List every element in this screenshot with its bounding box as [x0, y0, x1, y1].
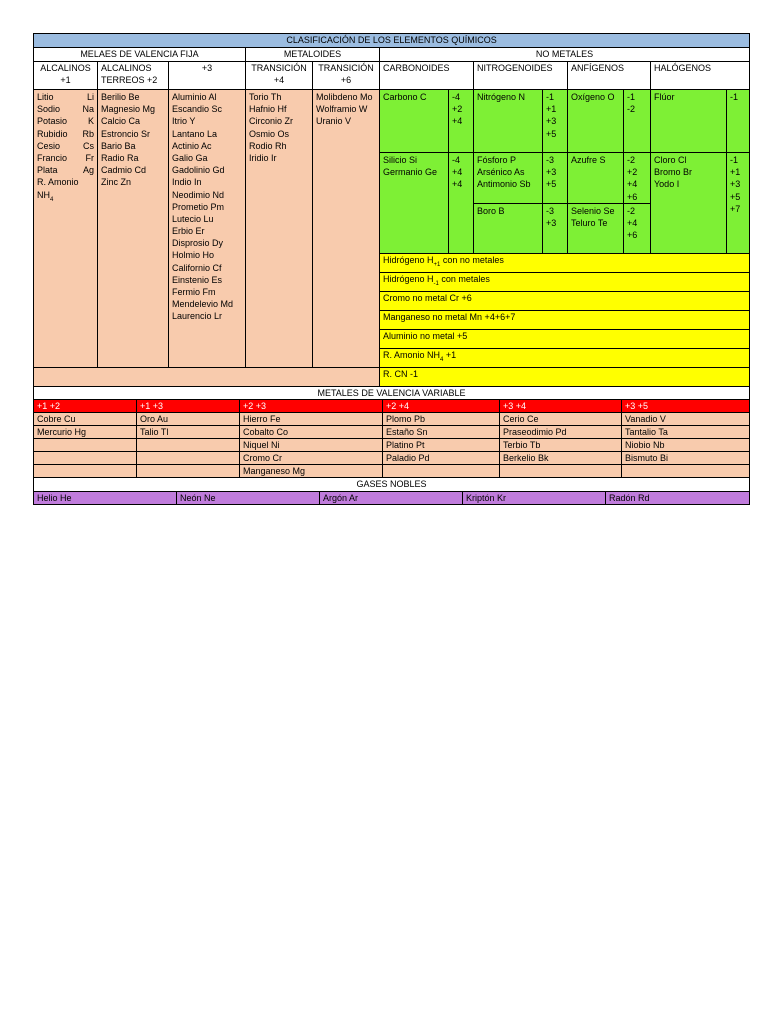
table-cell: Terbio Tb: [500, 439, 622, 452]
alcalino-name: Cesio: [37, 140, 61, 151]
special-hydrogen-nonmetals: [380, 253, 750, 272]
noble-gas-item: Radón Rd: [606, 491, 750, 504]
element-name: Carbono C: [383, 92, 427, 102]
transition4-item: Torio Th: [249, 92, 282, 102]
valence-header: +1 +3: [137, 400, 240, 413]
valence-value: -3: [546, 205, 555, 216]
valence-value: +7: [730, 203, 741, 214]
alcalinoterreo-item: Estroncio Sr: [101, 128, 151, 139]
valence-value: -1: [730, 92, 739, 102]
metals-filler: [34, 367, 380, 386]
valence-value: -2: [627, 205, 636, 216]
carbonoides-row1-names: [380, 90, 449, 153]
element-name: Germanio Ge: [383, 167, 438, 178]
trivalent-item: Aluminio Al: [172, 92, 217, 102]
element-name: Oxígeno O: [571, 92, 615, 102]
alcalino-item: [37, 91, 94, 103]
valence-value: -4: [452, 155, 461, 165]
valence-value: -3: [546, 155, 555, 165]
trivalent-item: Escandio Sc: [172, 104, 223, 115]
noble-gases-title: GASES NOBLES: [34, 478, 750, 491]
alcalino-symbol: K: [87, 116, 94, 127]
alcalinoterreo-item: Calcio Ca: [101, 116, 141, 127]
alcalinoterreo-item: Radio Ra: [101, 152, 139, 163]
valence-header: +2 +4: [383, 400, 500, 413]
transition6-item: Molibdeno Mo: [316, 92, 373, 102]
special-sub: +1: [433, 261, 441, 268]
table-title: CLASIFICACIÓN DE LOS ELEMENTOS QUÍMICOS: [34, 34, 750, 48]
alcalinoterreos-cell: [98, 90, 169, 368]
amonio-formula: [37, 189, 94, 201]
table-row: [34, 439, 750, 452]
table-cell: [34, 439, 137, 452]
group-nonmetals: NO METALES: [380, 48, 750, 62]
valence-value: +3: [730, 179, 741, 190]
table-cell: Cobre Cu: [34, 413, 137, 426]
valence-value: -4: [452, 92, 461, 102]
alcalino-name: Francio: [37, 152, 68, 163]
valence-value: +3: [546, 217, 557, 228]
header-alcalinos-line1: ALCALINOS: [40, 63, 91, 73]
table-cell: [383, 465, 500, 478]
special-hydrogen-metals: [380, 272, 750, 291]
alcalino-item: [37, 152, 94, 164]
alcalino-item: [37, 140, 94, 152]
transition4-item: Circonio Zr: [249, 116, 294, 127]
table-cell: Cerio Ce: [500, 413, 622, 426]
valence-value: +6: [627, 191, 638, 202]
noble-gas-item: Neón Ne: [177, 491, 320, 504]
alcalino-item: [37, 115, 94, 127]
trivalent-item: Galio Ga: [172, 152, 208, 163]
anfigenos-row3-vals: [624, 203, 651, 253]
table-cell: Vanadio V: [622, 413, 750, 426]
alcalino-symbol: Ag: [82, 165, 94, 176]
nitrogenoides-row1-vals: [543, 90, 568, 153]
element-name: Azufre S: [571, 155, 606, 165]
alcalinoterreo-item: Zinc Zn: [101, 177, 132, 188]
transition6-item: Uranio V: [316, 116, 352, 127]
table-cell: Hierro Fe: [240, 413, 383, 426]
trivalent-item: Actinio Ac: [172, 140, 212, 151]
valence-value: +2: [452, 104, 463, 115]
element-name: Bromo Br: [654, 167, 693, 178]
valence-header: +2 +3: [240, 400, 383, 413]
header-alcalinos: [34, 62, 98, 90]
valence-header: +3 +4: [500, 400, 622, 413]
header-carbonoides: CARBONOIDES: [380, 62, 474, 90]
variable-valence-title: METALES DE VALENCIA VARIABLE: [34, 387, 750, 400]
header-alcalinoterreos-line1: ALCALINOS: [101, 63, 152, 73]
trivalent-item: Einstenio Es: [172, 274, 223, 285]
alcalino-item: [37, 164, 94, 176]
halogenos-row2-names: [651, 153, 727, 254]
trivalent-item: Californio Cf: [172, 262, 222, 273]
special-cromo: Cromo no metal Cr +6: [380, 291, 750, 310]
header-nitrogenoides: NITROGENOIDES: [474, 62, 568, 90]
table-cell: [622, 465, 750, 478]
transition6-cell: [313, 90, 380, 368]
classification-sheet: [33, 33, 749, 505]
header-transition-4-line2: +4: [273, 75, 285, 86]
header-alcalinos-line2: +1: [60, 75, 71, 86]
anfigenos-row3-names: [568, 203, 624, 253]
noble-gases-table: [33, 478, 750, 505]
header-transition-6: [313, 62, 380, 90]
element-name: Yodo I: [654, 179, 680, 190]
table-cell: Oro Au: [137, 413, 240, 426]
table-cell: Platino Pt: [383, 439, 500, 452]
alcalino-item: [37, 176, 94, 188]
special-cn: R. CN -1: [380, 367, 750, 386]
header-transition-6-line1: TRANSICIÓN: [318, 63, 374, 73]
alcalino-symbol: Na: [82, 104, 94, 115]
carbonoides-row1-vals: [449, 90, 474, 153]
table-cell: [34, 452, 137, 465]
alcalino-symbol: Fr: [85, 152, 94, 163]
anfigenos-row1-vals: [624, 90, 651, 153]
element-name: Fósforo P: [477, 155, 517, 165]
table-cell: Cromo Cr: [240, 452, 383, 465]
group-metalloids: METALOIDES: [246, 48, 380, 62]
carbonoides-row2-names: [380, 153, 449, 254]
anfigenos-row2-names: [568, 153, 624, 204]
element-name: Flúor: [654, 92, 675, 102]
group-fixed-valence: MELAES DE VALENCIA FIJA: [34, 48, 246, 62]
table-row: [34, 413, 750, 426]
transition4-item: Osmio Os: [249, 128, 290, 139]
alcalinoterreo-item: Cadmio Cd: [101, 165, 147, 176]
valence-value: +4: [452, 167, 463, 178]
special-text: con no metales: [440, 254, 504, 265]
noble-gas-item: Kriptón Kr: [463, 491, 606, 504]
special-manganeso: Manganeso no metal Mn +4+6+7: [380, 310, 750, 329]
trivalent-item: Laurencio Lr: [172, 311, 223, 322]
valence-value: +6: [627, 230, 638, 241]
table-cell: Tantalio Ta: [622, 426, 750, 439]
amonio-formula-sub: 4: [50, 196, 54, 203]
valence-value: -2: [627, 155, 636, 165]
alcalinoterreo-item: Magnesio Mg: [101, 104, 156, 115]
table-cell: Paladio Pd: [383, 452, 500, 465]
table-cell: [500, 465, 622, 478]
alcalino-name: Potasio: [37, 116, 68, 127]
alcalino-item: [37, 103, 94, 115]
alcalino-symbol: Rb: [82, 128, 94, 139]
table-cell: [137, 452, 240, 465]
table-row: [34, 465, 750, 478]
noble-gas-item: Argón Ar: [320, 491, 463, 504]
valence-value: +4: [627, 179, 638, 190]
header-transition-4: [246, 62, 313, 90]
trivalent-cell: [169, 90, 246, 368]
trivalent-item: Holmio Ho: [172, 250, 215, 261]
trivalent-item: Disprosio Dy: [172, 238, 224, 249]
alcalino-name: Sodio: [37, 104, 61, 115]
trivalent-item: Itrio Y: [172, 116, 196, 127]
alcalino-name: Rubidio: [37, 128, 68, 139]
transition4-item: Hafnio Hf: [249, 104, 287, 115]
element-name: Cloro Cl: [654, 155, 687, 165]
header-anfigenos: ANFÍGENOS: [568, 62, 651, 90]
special-text: Hidrógeno H: [383, 254, 434, 265]
valence-value: +4: [627, 217, 638, 228]
header-alcalinoterreos-line2: TERREOS +2: [101, 75, 158, 86]
header-transition-6-line2: +6: [340, 75, 352, 86]
alcalino-name: R. Amonio: [37, 177, 79, 188]
alcalino-symbol: Cs: [83, 140, 94, 151]
table-cell: Niobio Nb: [622, 439, 750, 452]
table-cell: Niquel Ni: [240, 439, 383, 452]
halogenos-row1-vals: [727, 90, 750, 153]
valence-value: -1: [730, 155, 739, 165]
trivalent-item: Neodimio Nd: [172, 189, 225, 200]
special-text: Hidrógeno H: [383, 273, 434, 284]
amonio-formula-base: NH: [37, 189, 50, 200]
special-aluminio: Aluminio no metal +5: [380, 329, 750, 348]
transition4-item: Iridio Ir: [249, 152, 277, 163]
anfigenos-row1-names: [568, 90, 624, 153]
trivalent-item: Erbio Er: [172, 226, 205, 237]
table-cell: Cobalto Co: [240, 426, 383, 439]
valence-value: +4: [452, 179, 463, 190]
element-name: Arsénico As: [477, 167, 525, 178]
table-cell: Manganeso Mg: [240, 465, 383, 478]
alcalino-name: Plata: [37, 165, 58, 176]
transition4-cell: [246, 90, 313, 368]
valence-header: +1 +2: [34, 400, 137, 413]
special-text: con metales: [438, 273, 490, 284]
element-name: Boro B: [477, 205, 505, 216]
halogenos-row1-names: [651, 90, 727, 153]
alcalino-item: [37, 128, 94, 140]
nitrogenoides-row2-names: [474, 153, 543, 204]
table-cell: Praseodimio Pd: [500, 426, 622, 439]
special-sub: 4: [440, 356, 444, 363]
element-name: Teluro Te: [571, 217, 608, 228]
valence-value: +5: [546, 128, 557, 139]
table-cell: Berkelio Bk: [500, 452, 622, 465]
special-text: +1: [443, 349, 457, 360]
alcalinos-cell: [34, 90, 98, 368]
valence-value: +2: [627, 167, 638, 178]
table-row: [34, 426, 750, 439]
nitrogenoides-row3-names: [474, 203, 543, 253]
table-cell: Bismuto Bi: [622, 452, 750, 465]
valence-value: -1: [546, 92, 555, 102]
alcalinoterreo-item: Berilio Be: [101, 92, 140, 102]
table-cell: [137, 439, 240, 452]
alcalinoterreo-item: Bario Ba: [101, 140, 136, 151]
special-sub: -1: [433, 280, 439, 287]
valence-value: +5: [730, 191, 741, 202]
halogenos-row2-vals: [727, 153, 750, 254]
valence-value: +3: [546, 116, 557, 127]
table-cell: [137, 465, 240, 478]
noble-gas-item: Helio He: [34, 491, 177, 504]
variable-valence-table: [33, 387, 750, 479]
element-name: Silicio Si: [383, 155, 418, 165]
trivalent-item: Fermio Fm: [172, 287, 216, 297]
special-text: R. Amonio NH: [383, 349, 441, 360]
alcalino-name: Litio: [37, 92, 54, 102]
trivalent-item: Mendelevio Md: [172, 299, 234, 310]
trivalent-item: Prometio Pm: [172, 201, 225, 212]
transition6-item: Wolframio W: [316, 104, 368, 115]
trivalent-item: Lantano La: [172, 128, 218, 139]
valence-header: +3 +5: [622, 400, 750, 413]
table-cell: Mercurio Hg: [34, 426, 137, 439]
table-cell: Estaño Sn: [383, 426, 500, 439]
special-amonio: [380, 348, 750, 367]
trivalent-item: Gadolinio Gd: [172, 165, 225, 176]
anfigenos-row2-vals: [624, 153, 651, 204]
element-name: Nitrógeno N: [477, 92, 526, 102]
nitrogenoides-row3-vals: [543, 203, 568, 253]
element-name: Selenio Se: [571, 205, 615, 216]
table-cell: [34, 465, 137, 478]
header-trivalent: +3: [169, 62, 246, 90]
header-transition-4-line1: TRANSICIÓN: [251, 63, 307, 73]
nitrogenoides-row1-names: [474, 90, 543, 153]
trivalent-item: Lutecio Lu: [172, 213, 214, 224]
valence-value: +1: [730, 167, 741, 178]
table-cell: Talio Tl: [137, 426, 240, 439]
header-halogenos: HALÓGENOS: [651, 62, 750, 90]
valence-value: +3: [546, 167, 557, 178]
table-cell: Plomo Pb: [383, 413, 500, 426]
table-row: [34, 452, 750, 465]
nitrogenoides-row2-vals: [543, 153, 568, 204]
trivalent-item: Indio In: [172, 177, 202, 188]
carbonoides-row2-vals: [449, 153, 474, 254]
element-name: Antimonio Sb: [477, 179, 531, 190]
valence-value: +5: [546, 179, 557, 190]
valence-value: +1: [546, 104, 557, 115]
elements-table: [33, 33, 750, 387]
valence-value: +4: [452, 116, 463, 127]
header-alcalinoterreos: [98, 62, 169, 90]
transition4-item: Rodio Rh: [249, 140, 287, 151]
alcalino-symbol: Li: [86, 92, 94, 102]
valence-value: -1: [627, 92, 636, 102]
valence-value: -2: [627, 104, 636, 115]
